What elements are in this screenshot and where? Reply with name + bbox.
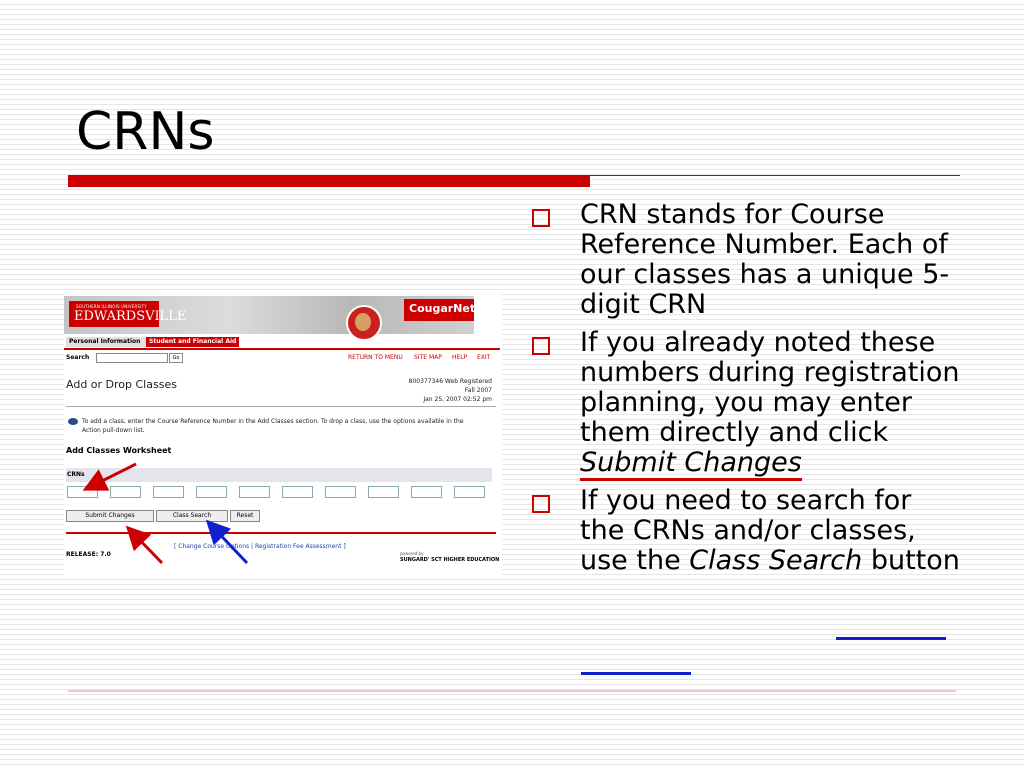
nav-exit[interactable]: EXIT [477,354,491,361]
info-message: To add a class, enter the Course Reference Number in the Add Classes section. To drop a class, use the options available in the Action pull-down list. [82,418,464,434]
tab-student-financial-aid[interactable]: Student and Financial Aid [146,337,239,347]
term: Fall 2007 [464,387,492,394]
nav-return-to-menu[interactable]: RETURN TO MENU [348,354,403,361]
release-label: RELEASE: 7.0 [66,551,111,558]
title-underline-bar [68,175,590,187]
bullet-item [532,328,972,478]
nav-site-map[interactable]: SITE MAP [414,354,442,361]
arrow-to-class-search [210,524,247,563]
timestamp: Jan 25, 2007 02:52 pm [423,396,492,403]
class-search-emphasis: Class Search [689,545,863,576]
bullet-text [580,328,960,478]
portal-name: CougarNet [409,302,476,315]
bullet-text: CRN stands for Course Reference Number. Each of our classes has a unique 5-digit CRN [580,199,950,320]
arrow-to-crn [88,464,136,488]
search-label: Search [66,354,90,361]
arrow-to-submit [130,530,162,563]
worksheet-title: Add Classes Worksheet [66,446,172,455]
reset-button[interactable]: Reset [230,510,260,522]
class-search-underline [836,637,946,640]
student-id-status: 800377346 Web Registered [408,378,492,385]
bullet-item [532,486,972,576]
submit-changes-emphasis: Submit Changes [580,447,802,481]
bullet-item [532,200,972,320]
bullet-text-plain: If you need to search for the CRNs and/or classes, use the [580,485,916,576]
title-underline-thin [590,175,960,176]
vendor-logo: SUNGARD' SCT HIGHER EDUCATION [400,557,500,563]
tab-personal-information[interactable]: Personal Information [66,337,147,347]
logo-small-text: SOUTHERN ILLINOIS UNIVERSITY [76,304,147,309]
bullet-square-icon [532,337,550,355]
slide-title: CRNs [76,102,215,162]
bullet-text-plain: If you already noted these numbers during registration planning, you may enter them directly and click [580,327,960,448]
submit-changes-button[interactable]: Submit Changes [66,510,154,522]
bullet-list [532,200,972,584]
registration-screenshot [64,293,502,578]
nav-help[interactable]: HELP [452,354,468,361]
class-search-button[interactable]: Class Search [156,510,228,522]
class-search-underline [581,672,691,675]
go-button[interactable]: Go [169,353,183,363]
page-heading: Add or Drop Classes [66,378,177,391]
bullet-square-icon [532,495,550,513]
annotation-arrows [64,293,502,578]
powered-by-label: powered by [400,551,424,556]
bullet-square-icon [532,209,550,227]
logo-main-text: EDWARDSVILLE [74,309,187,324]
bullet-text-plain: button [862,545,960,576]
bullet-text [580,486,960,576]
footer-line [68,690,956,692]
crn-label: CRNs [67,471,85,478]
bottom-links[interactable]: [ Change Course Options | Registration Fee Assessment ] [174,543,346,550]
